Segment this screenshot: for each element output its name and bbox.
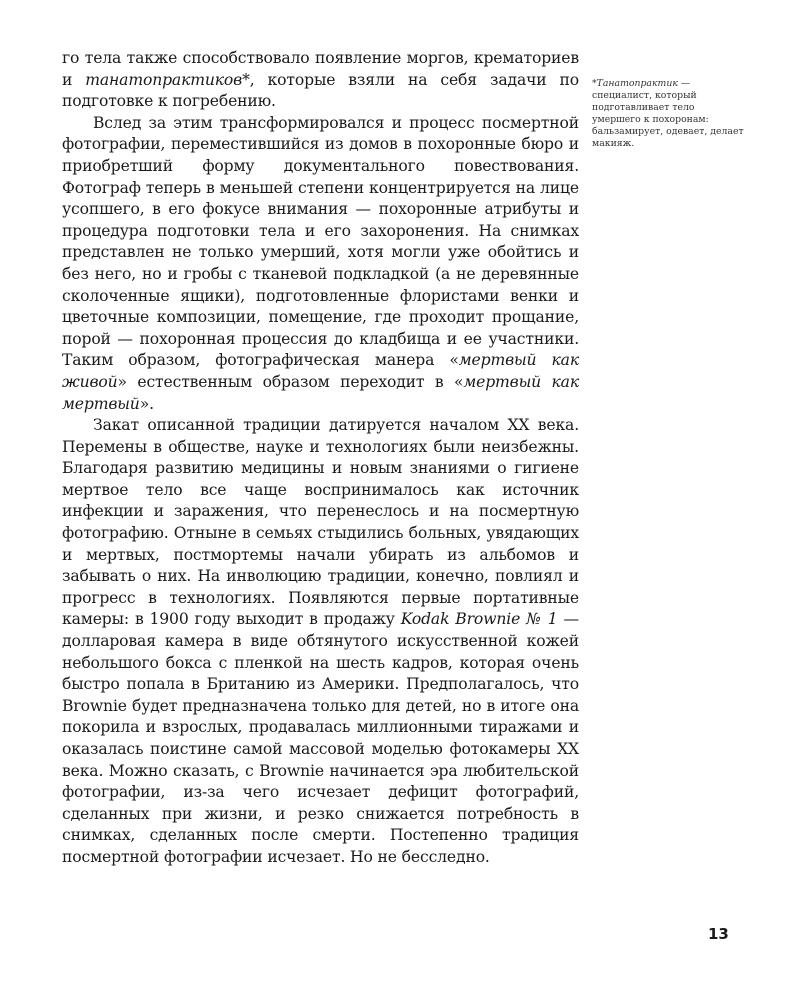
phrase-dead-as-alive: мертвый как живой	[62, 351, 579, 391]
page-number: 13	[708, 925, 729, 943]
footnote-marker: *	[592, 78, 597, 89]
phrase-dead-as-dead: мертвый как мертвый	[62, 372, 579, 413]
main-text	[62, 48, 579, 869]
sidenote-term: Танатопрактик	[596, 78, 678, 89]
paragraph-2: Вслед за этим трансформировался и процесс посмертной фотографии, переместившийся из домов в похоронные бюро и приобретший форму документального повествования. Фотограф теперь в меньшей степени концентрируется на лице усопшего, в его фокусе внимания — похоронные атрибуты и процедура подготовки тела и его захоронения. На снимках представлен не только умерший, хотя могли уже обойтись и без него, но и гробы с тканевой подкладкой (а не деревянные сколоченные ящики), подготовленные флористами венки и цветочные композиции, помещение, где проходит прощание, порой — похоронная процессия до кладбища и ее участники. Таким образом, фотографическая манера «мертвый как живой» естественным образом переходит в «мертвый как мертвый».	[62, 113, 579, 413]
sidenote-text: — специалист, который подготавливает тело умершего к похоронам: бальзамирует, одевает, делает макияж.	[592, 78, 744, 149]
camera-name: Kodak Brownie № 1	[400, 610, 558, 629]
paragraph-3: Закат описанной традиции датируется началом XX века. Перемены в обществе, науке и технологиях были неизбежны. Благодаря развитию медицины и новым знаниями о гигиене мертвое тело все чаще воспринималось как источник инфекции и заражения, что перенеслось и на посмертную фотографию. Отныне в семьях стыдились больных, увядающих и мертвых, постмортемы начали убирать из альбомов и забывать о них. На инволюцию традиции, конечно, повлиял и прогресс в технологиях. Появляются первые портативные камеры: в 1900 году выходит в продажу Kodak Brownie № 1 — долларовая камера в виде обтянутого искусственной кожей небольшого бокса с пленкой на шесть кадров, которая очень быстро попала в Британию из Америки. Предполагалось, что Brownie будет предназначена только для детей, но в итоге она покорила и взрослых, продавалась миллионными тиражами и оказалась поистине самой массовой моделью фотокамеры XX века. Можно сказать, с Brownie начинается эра любительской фотографии, из-за чего исчезает дефицит фотографий, сделанных при жизни, и резко снижается потребность в снимках, сделанных после смерти. Постепенно традиция посмертной фотографии исчезает. Но не бесследно.	[62, 416, 579, 866]
sidenote	[592, 78, 744, 150]
term-thanatopractitioners: танатопрактиков	[85, 70, 243, 89]
paragraph-1: го тела также способствовало появление моргов, крематориев и танатопрактиков*, которые взяли на себя задачи по подготовке к погребению.	[62, 49, 579, 111]
